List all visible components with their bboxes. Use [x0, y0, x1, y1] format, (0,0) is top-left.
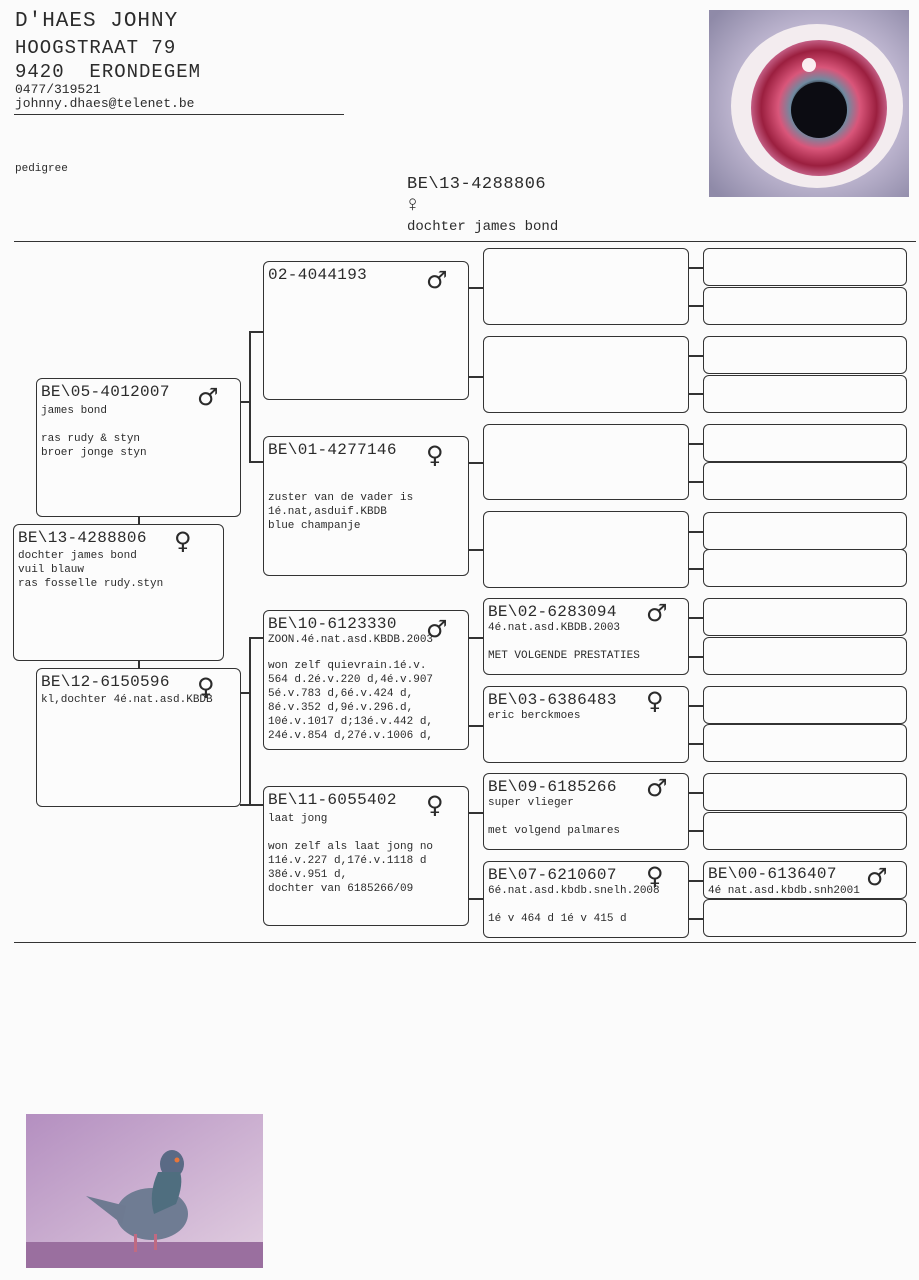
connector	[688, 918, 703, 920]
pigeon-card-empty	[703, 336, 907, 374]
connector	[688, 531, 703, 533]
ring-number: BE\01-4277146	[268, 441, 397, 459]
connector	[688, 443, 703, 445]
connector	[240, 804, 264, 806]
pigeon-card-mfm	[483, 686, 689, 763]
connector	[249, 637, 264, 639]
pigeon-card-empty	[703, 549, 907, 587]
pigeon-card-empty	[703, 424, 907, 462]
connector	[688, 880, 703, 882]
owner-email: johnny.dhaes@telenet.be	[15, 96, 195, 111]
pigeon-info: 4é nat.asd.kbdb.snh2001	[708, 885, 860, 897]
female-icon: ♀	[646, 862, 664, 890]
pigeon-card-father	[36, 378, 241, 517]
ring-number: BE\00-6136407	[708, 865, 837, 883]
connector	[688, 568, 703, 570]
pigeon-info: 4é.nat.asd.KBDB.2003 MET VOLGENDE PRESTATIES	[488, 622, 640, 662]
connector	[249, 331, 251, 461]
pigeon-card-mmm	[483, 861, 689, 938]
connector	[240, 401, 249, 403]
ring-number: BE\13-4288806	[18, 529, 147, 547]
connector	[240, 692, 249, 694]
ring-number: 02-4044193	[268, 266, 368, 284]
pigeon-eye-photo	[709, 10, 909, 197]
connector	[688, 792, 703, 794]
female-icon: ♀	[426, 441, 444, 469]
pigeon-card-empty	[483, 248, 689, 325]
connector	[688, 617, 703, 619]
bottom-divider	[14, 942, 916, 943]
connector	[468, 462, 484, 464]
connector	[688, 481, 703, 483]
pigeon-card-empty	[703, 287, 907, 325]
pigeon-card-mff	[483, 598, 689, 675]
pigeon-info: james bond ras rudy & styn broer jonge styn	[41, 405, 147, 459]
connector	[249, 331, 264, 333]
male-icon: ♂	[646, 774, 668, 802]
owner-street: HOOGSTRAAT 79	[15, 37, 177, 59]
female-icon: ♀	[406, 193, 420, 218]
female-icon: ♀	[426, 791, 444, 819]
owner-phone: 0477/319521	[15, 82, 101, 97]
pigeon-info: won zelf quievrain.1é.v. 564 d.2é.v.220 d,4é.v.907 5é.v.783 d,6é.v.424 d, 8é.v.352 d,9é.v.296.d, 10é.v.1017 d;13é.v.442 d, 24é.v.854 d,27é.v.1006 d,	[268, 660, 434, 742]
ring-number: BE\12-6150596	[41, 673, 170, 691]
connector	[688, 705, 703, 707]
pigeon-card-empty	[703, 899, 907, 937]
male-icon: ♂	[426, 266, 448, 294]
ring-number: BE\09-6185266	[488, 778, 617, 796]
male-icon: ♂	[426, 615, 448, 643]
connector	[468, 812, 484, 814]
pigeon-card-mmf	[483, 773, 689, 850]
pedigree-label: pedigree	[15, 163, 68, 175]
female-icon: ♀	[197, 673, 215, 701]
pigeon-card-empty	[483, 336, 689, 413]
pigeon-card-empty	[703, 812, 907, 850]
pigeon-card-empty	[703, 637, 907, 675]
pigeon-card-subject	[13, 524, 224, 661]
ring-number: BE\07-6210607	[488, 866, 617, 884]
male-icon: ♂	[866, 863, 888, 891]
ring-number: BE\10-6123330	[268, 615, 397, 633]
pigeon-card-mmmf	[703, 861, 907, 899]
connector	[468, 287, 484, 289]
connector	[468, 898, 484, 900]
pigeon-card-empty	[703, 248, 907, 286]
ring-number: BE\05-4012007	[41, 383, 170, 401]
top-divider	[14, 241, 916, 242]
ring-number: BE\11-6055402	[268, 791, 397, 809]
main-ring-number: BE\13-4288806	[407, 175, 547, 194]
pigeon-card-mf	[263, 610, 469, 750]
pigeon-card-mother	[36, 668, 241, 807]
pigeon-card-empty	[483, 511, 689, 588]
ring-number: BE\03-6386483	[488, 691, 617, 709]
connector	[688, 393, 703, 395]
pigeon-info: 6é.nat.asd.kbdb.snelh.2008 1é v 464 d 1é v 415 d	[488, 885, 660, 925]
owner-name: D'HAES JOHNY	[15, 10, 179, 33]
pigeon-card-fm	[263, 436, 469, 576]
pigeon-card-ff	[263, 261, 469, 400]
connector	[688, 355, 703, 357]
connector	[468, 376, 484, 378]
pigeon-info: dochter james bond vuil blauw ras fosselle rudy.styn	[18, 550, 164, 590]
male-icon: ♂	[197, 383, 219, 411]
pigeon-card-empty	[483, 424, 689, 500]
female-icon: ♀	[646, 687, 664, 715]
connector	[688, 830, 703, 832]
female-icon: ♀	[174, 527, 192, 555]
pigeon-card-empty	[703, 686, 907, 724]
connector	[249, 637, 251, 804]
connector	[468, 637, 484, 639]
pigeon-photo	[26, 1114, 263, 1268]
pigeon-card-empty	[703, 512, 907, 550]
pigeon-card-empty	[703, 462, 907, 500]
connector	[468, 549, 484, 551]
pigeon-title: ZOON.4é.nat.asd.KBDB.2003	[268, 634, 434, 646]
connector	[688, 267, 703, 269]
male-icon: ♂	[646, 599, 668, 627]
pigeon-info: kl,dochter 4é.nat.asd.KBDB	[41, 694, 213, 706]
pigeon-card-mm	[263, 786, 469, 926]
pigeon-card-empty	[703, 598, 907, 636]
connector	[249, 461, 264, 463]
ring-number: BE\02-6283094	[488, 603, 617, 621]
connector	[468, 725, 484, 727]
owner-underline	[14, 114, 344, 115]
connector	[688, 305, 703, 307]
pigeon-card-empty	[703, 724, 907, 762]
pigeon-info: zuster van de vader is 1é.nat,asduif.KBDB blue champanje	[268, 492, 414, 532]
pigeon-card-empty	[703, 375, 907, 413]
main-pigeon-name: dochter james bond	[407, 219, 559, 235]
pigeon-info: laat jong won zelf als laat jong no 11é.v.227 d,17é.v.1118 d 38é.v.951 d, dochter van 6185266/09	[268, 813, 434, 895]
pigeon-card-empty	[703, 773, 907, 811]
owner-city: 9420 ERONDEGEM	[15, 61, 202, 83]
pigeon-info: super vlieger met volgend palmares	[488, 797, 621, 837]
connector	[688, 656, 703, 658]
pigeon-info: eric berckmoes	[488, 710, 581, 722]
connector	[688, 743, 703, 745]
